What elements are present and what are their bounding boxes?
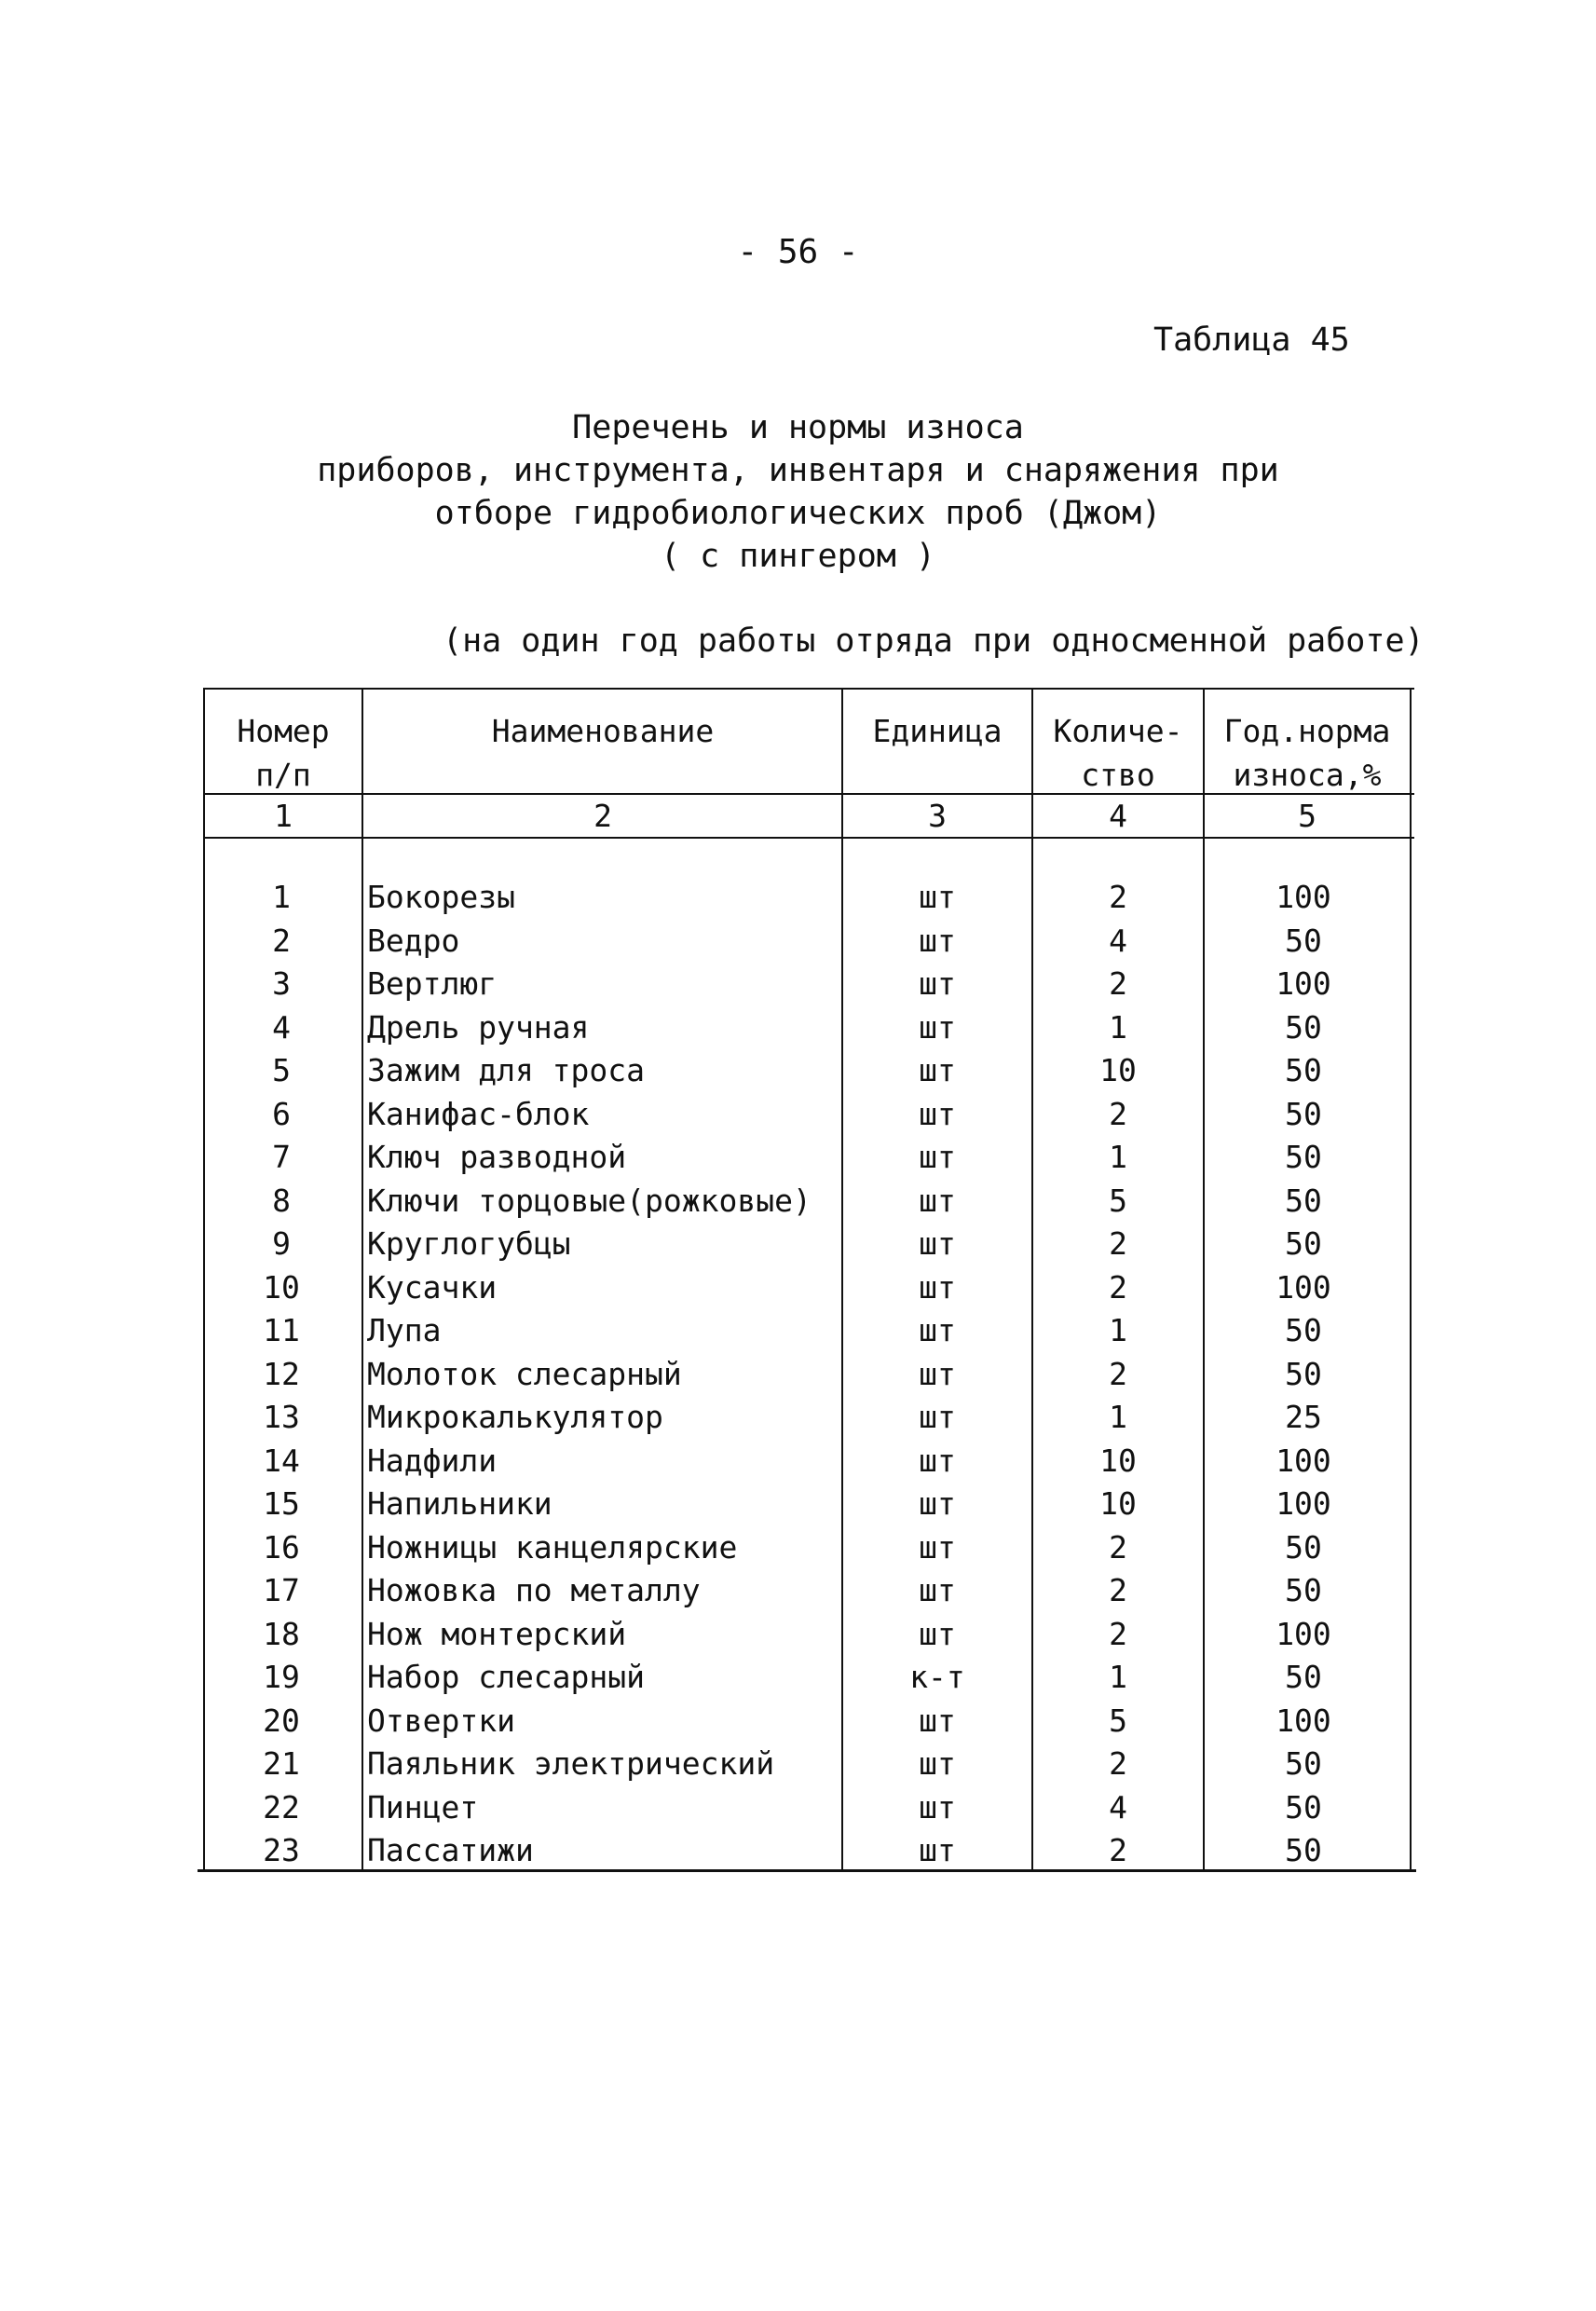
table-row	[0, 1049, 1596, 1093]
header-num-line1: Номер	[237, 713, 330, 749]
header-norm-line2: износа,%	[1233, 757, 1382, 793]
table-row	[0, 1309, 1596, 1353]
column-number-4: 4	[1109, 798, 1127, 834]
row-unit: к-т	[909, 1659, 965, 1695]
row-unit: шт	[919, 1052, 956, 1088]
column-number-divider	[203, 837, 1414, 839]
row-unit: шт	[919, 1788, 956, 1826]
row-unit: шт	[919, 879, 956, 915]
row-name: Набор слесарный	[367, 1659, 646, 1695]
row-name: Круглогубцы	[367, 1225, 571, 1262]
table-row	[0, 1353, 1596, 1397]
table-row	[0, 1483, 1596, 1526]
row-quantity: 10	[1099, 1485, 1137, 1522]
row-number: 9	[272, 1225, 291, 1262]
row-number: 20	[263, 1702, 300, 1739]
row-number: 15	[263, 1485, 300, 1522]
row-unit: шт	[919, 1008, 956, 1046]
row-name: Лупа	[367, 1312, 442, 1348]
header-qty-line2: ство	[1081, 757, 1155, 793]
row-quantity: 2	[1109, 1268, 1127, 1306]
column-number-5: 5	[1298, 798, 1316, 834]
table-row	[0, 920, 1596, 964]
header-qty-line1: Количе-	[1053, 713, 1183, 749]
header-name: Наименование	[491, 713, 715, 749]
row-wear-norm: 50	[1285, 1745, 1322, 1782]
row-unit: шт	[919, 1182, 956, 1219]
row-quantity: 1	[1109, 1399, 1127, 1435]
row-quantity: 2	[1109, 1615, 1127, 1652]
row-wear-norm: 100	[1275, 1615, 1331, 1652]
row-number: 22	[263, 1788, 300, 1826]
row-name: Напильники	[367, 1485, 552, 1522]
row-number: 19	[263, 1659, 300, 1695]
row-quantity: 2	[1109, 965, 1127, 1002]
row-wear-norm: 50	[1285, 1832, 1322, 1868]
row-quantity: 2	[1109, 1095, 1127, 1132]
row-wear-norm: 50	[1285, 1182, 1322, 1219]
row-name: Канифас-блок	[367, 1095, 590, 1132]
table-row	[0, 1613, 1596, 1657]
row-name: Ведро	[367, 922, 460, 959]
row-wear-norm: 50	[1285, 1225, 1322, 1262]
row-unit: шт	[919, 1528, 956, 1566]
row-unit: шт	[919, 1832, 956, 1868]
row-number: 11	[263, 1312, 300, 1348]
row-unit: шт	[919, 1312, 956, 1348]
row-name: Молоток слесарный	[367, 1355, 682, 1392]
row-wear-norm: 50	[1285, 922, 1322, 959]
header-unit: Единица	[872, 713, 1003, 749]
title-line-4: ( с пингером )	[660, 538, 935, 575]
row-number: 23	[263, 1832, 300, 1868]
row-quantity: 2	[1109, 1572, 1127, 1608]
document-title	[0, 406, 1596, 578]
row-unit: шт	[919, 1399, 956, 1435]
row-number: 14	[263, 1442, 300, 1479]
row-name: Надфили	[367, 1442, 498, 1479]
row-number: 3	[272, 965, 291, 1002]
row-number: 18	[263, 1615, 300, 1652]
table-row	[0, 1786, 1596, 1830]
row-number: 2	[272, 922, 291, 959]
row-number: 13	[263, 1399, 300, 1435]
row-name: Микрокалькулятор	[367, 1399, 663, 1435]
row-number: 17	[263, 1572, 300, 1608]
row-wear-norm: 50	[1285, 1095, 1322, 1132]
row-unit: шт	[919, 1225, 956, 1262]
row-unit: шт	[919, 1268, 956, 1306]
row-number: 16	[263, 1528, 300, 1566]
page-number: - 56 -	[737, 233, 859, 271]
row-quantity: 1	[1109, 1139, 1127, 1175]
row-wear-norm: 50	[1285, 1659, 1322, 1695]
table-top-border	[203, 688, 1414, 690]
table-row	[0, 1006, 1596, 1050]
row-quantity: 4	[1109, 922, 1127, 959]
row-number: 10	[263, 1268, 300, 1306]
table-row	[0, 1829, 1596, 1873]
row-name: Бокорезы	[367, 879, 515, 915]
row-quantity: 4	[1109, 1788, 1127, 1826]
table-row	[0, 963, 1596, 1006]
row-wear-norm: 100	[1275, 1485, 1331, 1522]
row-number: 12	[263, 1355, 300, 1392]
row-name: Дрель ручная	[367, 1008, 590, 1046]
row-wear-norm: 50	[1285, 1312, 1322, 1348]
row-unit: шт	[919, 1442, 956, 1479]
row-wear-norm: 100	[1275, 879, 1331, 915]
row-name: Пассатижи	[367, 1832, 534, 1868]
row-quantity: 5	[1109, 1702, 1127, 1739]
row-unit: шт	[919, 965, 956, 1002]
row-unit: шт	[919, 1139, 956, 1175]
row-quantity: 2	[1109, 1225, 1127, 1262]
row-quantity: 1	[1109, 1312, 1127, 1348]
row-wear-norm: 50	[1285, 1788, 1322, 1826]
table-label: Таблица 45	[1153, 321, 1350, 359]
row-wear-norm: 50	[1285, 1052, 1322, 1088]
row-name: Вертлюг	[367, 965, 498, 1002]
row-name: Нож монтерский	[367, 1615, 627, 1652]
title-line-3: отборе гидробиологических проб (Джом)	[434, 495, 1162, 532]
row-quantity: 10	[1099, 1052, 1137, 1088]
title-line-1: Перечень и нормы износа	[572, 409, 1024, 446]
row-wear-norm: 50	[1285, 1572, 1322, 1608]
row-unit: шт	[919, 922, 956, 959]
row-number: 7	[272, 1139, 291, 1175]
row-name: Ножовка по металлу	[367, 1572, 701, 1608]
row-quantity: 2	[1109, 879, 1127, 915]
table-row	[0, 1526, 1596, 1570]
row-wear-norm: 100	[1275, 1702, 1331, 1739]
row-quantity: 2	[1109, 1355, 1127, 1392]
row-wear-norm: 50	[1285, 1139, 1322, 1175]
row-wear-norm: 100	[1275, 1442, 1331, 1479]
row-unit: шт	[919, 1355, 956, 1392]
table-row	[0, 1656, 1596, 1700]
row-name: Ключ разводной	[367, 1139, 627, 1175]
row-name: Ножницы канцелярские	[367, 1528, 738, 1566]
row-number: 4	[272, 1008, 291, 1046]
row-unit: шт	[919, 1095, 956, 1132]
row-wear-norm: 100	[1275, 1268, 1331, 1306]
row-quantity: 1	[1109, 1008, 1127, 1046]
row-wear-norm: 100	[1275, 965, 1331, 1002]
table-row	[0, 1743, 1596, 1786]
table-row	[0, 876, 1596, 920]
table-row	[0, 1440, 1596, 1484]
row-number: 5	[272, 1052, 291, 1088]
row-name: Отвертки	[367, 1702, 515, 1739]
column-number-1: 1	[274, 798, 293, 834]
row-unit: шт	[919, 1572, 956, 1608]
header-divider	[203, 793, 1414, 795]
row-quantity: 2	[1109, 1832, 1127, 1868]
table-row	[0, 1266, 1596, 1310]
row-wear-norm: 25	[1285, 1399, 1322, 1435]
header-norm-line1: Год.норма	[1223, 713, 1391, 749]
row-name: Ключи торцовые(рожковые)	[367, 1182, 812, 1219]
table-row	[0, 1180, 1596, 1224]
table-subtitle: (на один год работы отряда при односменной работе)	[443, 622, 1425, 660]
row-wear-norm: 50	[1285, 1355, 1322, 1392]
row-name: Кусачки	[367, 1268, 498, 1306]
header-num-line2: п/п	[255, 757, 311, 793]
table-row	[0, 1569, 1596, 1613]
row-quantity: 2	[1109, 1528, 1127, 1566]
row-quantity: 5	[1109, 1182, 1127, 1219]
table-row	[0, 1223, 1596, 1266]
row-unit: шт	[919, 1485, 956, 1522]
row-unit: шт	[919, 1615, 956, 1652]
row-name: Зажим для троса	[367, 1052, 646, 1088]
table-row	[0, 1136, 1596, 1180]
row-unit: шт	[919, 1702, 956, 1739]
row-number: 6	[272, 1095, 291, 1132]
row-unit: шт	[919, 1745, 956, 1782]
table-row	[0, 1396, 1596, 1440]
row-quantity: 1	[1109, 1659, 1127, 1695]
table-row	[0, 1093, 1596, 1137]
table-row	[0, 1700, 1596, 1744]
row-wear-norm: 50	[1285, 1008, 1322, 1046]
row-number: 8	[272, 1182, 291, 1219]
row-name: Пинцет	[367, 1788, 479, 1826]
title-line-2: приборов, инструмента, инвентаря и снаряжения при	[317, 452, 1279, 489]
row-number: 1	[272, 879, 291, 915]
row-number: 21	[263, 1745, 300, 1782]
column-number-2: 2	[593, 798, 612, 834]
row-name: Паяльник электрический	[367, 1745, 775, 1782]
row-wear-norm: 50	[1285, 1528, 1322, 1566]
row-quantity: 2	[1109, 1745, 1127, 1782]
row-quantity: 10	[1099, 1442, 1137, 1479]
column-number-3: 3	[928, 798, 947, 834]
